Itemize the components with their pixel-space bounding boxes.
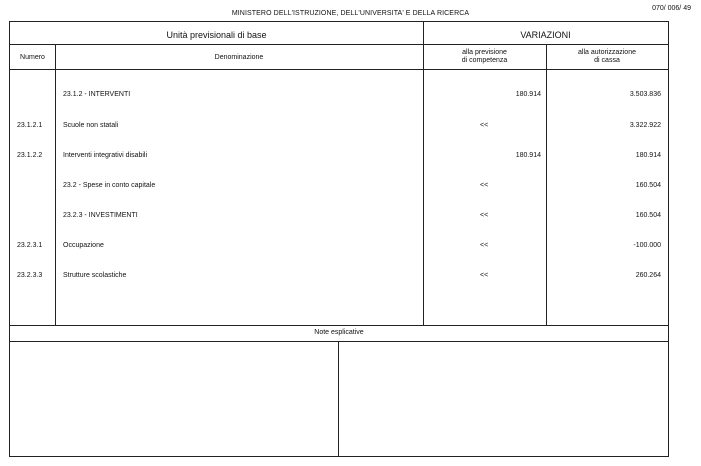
row-denominazione: Scuole non statali <box>63 122 119 129</box>
variazioni-heading: VARIAZIONI <box>520 30 571 40</box>
header-bottom-line <box>10 69 668 70</box>
upb-heading: Unità previsionali di base <box>166 30 267 40</box>
row-previsione: << <box>480 242 489 249</box>
variazioni-divider <box>423 22 424 325</box>
previsione-heading-line2: di competenza <box>461 57 508 64</box>
row-numero: 23.1.2.1 <box>17 122 43 129</box>
row-denominazione: Interventi integrativi disabili <box>63 152 148 159</box>
autorizzazione-heading-line1: alla autorizzazione <box>578 49 636 56</box>
page-code: 070/ 006/ 49 <box>652 5 691 12</box>
notes-right-box <box>339 342 668 456</box>
notes-left-box <box>10 342 338 456</box>
numero-divider <box>55 44 56 325</box>
row-cassa: 3.503.836 <box>629 91 661 98</box>
row-denominazione: Occupazione <box>63 242 104 249</box>
header-divider <box>10 44 668 45</box>
row-cassa: 160.504 <box>635 182 661 189</box>
row-previsione: 180.914 <box>515 152 541 159</box>
row-cassa: -100.000 <box>633 242 661 249</box>
row-cassa: 180.914 <box>635 152 661 159</box>
row-numero: 23.2.3.1 <box>17 242 43 249</box>
row-numero: 23.2.3.3 <box>17 272 43 279</box>
row-previsione: << <box>480 122 489 129</box>
autorizzazione-heading-line2: di cassa <box>594 57 620 64</box>
row-cassa: 3.322.922 <box>629 122 661 129</box>
ministry-title: MINISTERO DELL'ISTRUZIONE, DELL'UNIVERSITA' E DELLA RICERCA <box>231 10 470 17</box>
previsione-heading-line1: alla previsione <box>462 49 507 56</box>
denominazione-heading: Denominazione <box>214 54 264 61</box>
row-previsione: 180.914 <box>515 91 541 98</box>
row-previsione: << <box>480 212 489 219</box>
row-denominazione: Strutture scolastiche <box>63 272 127 279</box>
row-cassa: 260.264 <box>635 272 661 279</box>
row-denominazione: 23.2.3 - INVESTIMENTI <box>63 212 138 219</box>
row-previsione: << <box>480 272 489 279</box>
row-numero: 23.1.2.2 <box>17 152 43 159</box>
table-bottom-line <box>10 325 668 326</box>
row-previsione: << <box>480 182 489 189</box>
numero-heading: Numero <box>20 54 45 61</box>
notes-title: Note esplicative <box>314 329 364 336</box>
row-denominazione: 23.1.2 - INTERVENTI <box>63 91 131 98</box>
row-cassa: 160.504 <box>635 212 661 219</box>
budget-table <box>9 21 669 457</box>
row-denominazione: 23.2 - Spese in conto capitale <box>63 182 156 189</box>
